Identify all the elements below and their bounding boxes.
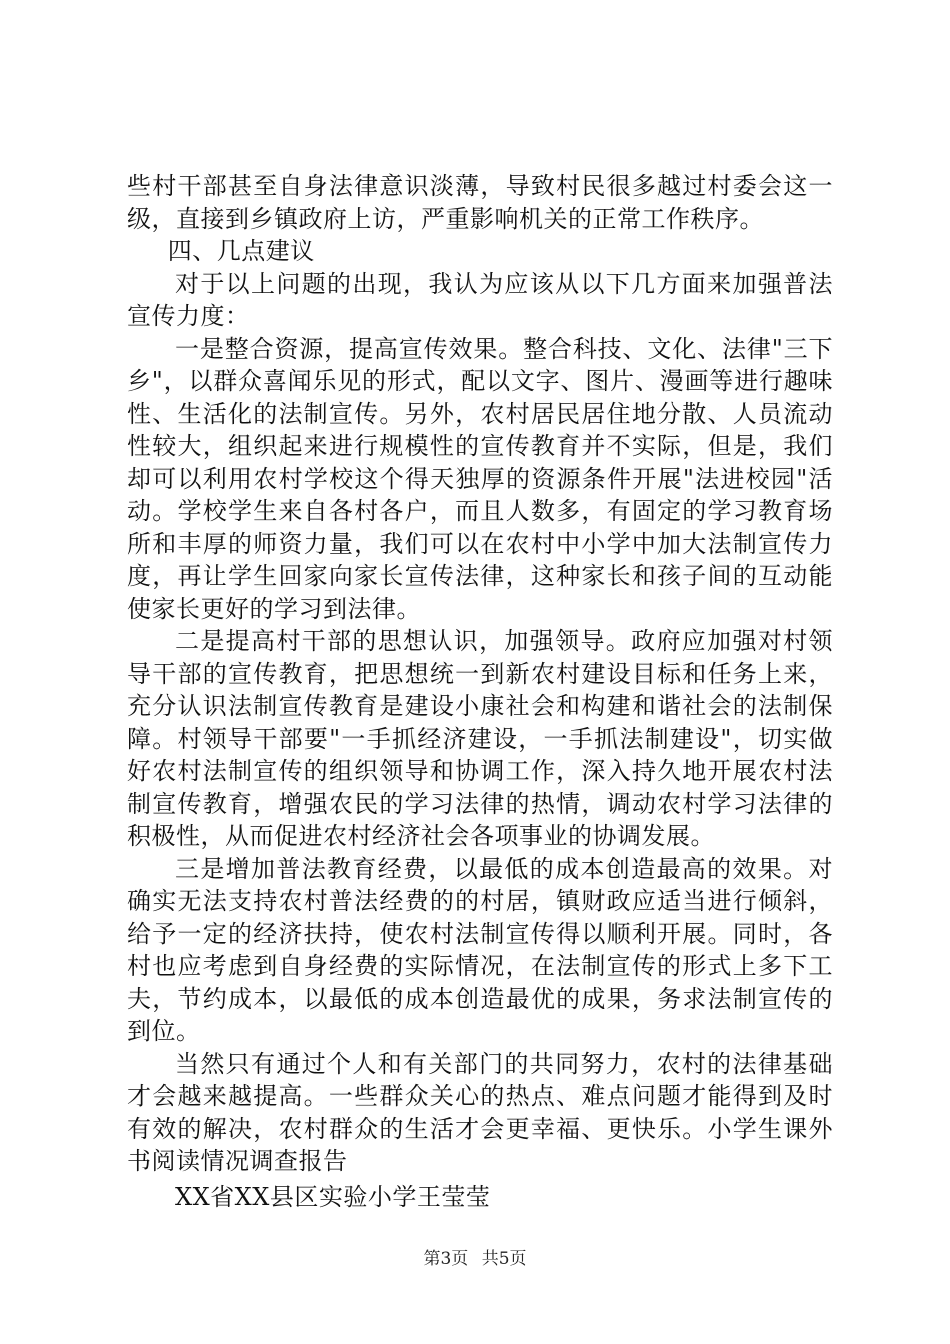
paragraph-continuation: 些村干部甚至自身法律意识淡薄，导致村民很多越过村委会这一级，直接到乡镇政府上访，严重影响机关的正常工作秩序。 bbox=[127, 172, 833, 233]
document-body bbox=[127, 170, 833, 1213]
paragraph-intro: 对于以上问题的出现，我认为应该从以下几方面来加强普法宣传力度： bbox=[127, 269, 833, 330]
paragraph-suggestion-1: 一是整合资源，提高宣传效果。整合科技、文化、法律"三下乡"，以群众喜闻乐见的形式，配以文字、图片、漫画等进行趣味性、生活化的法制宣传。另外，农村居民居住地分散、人员流动性较大，组织起来进行规模性的宣传教育并不实际，但是，我们却可以利用农村学校这个得天独厚的资源条件开展"法进校园"活动。学校学生来自各村各户，而且人数多，有固定的学习教育场所和丰厚的师资力量，我们可以在农村中小学中加大法制宣传力度，再让学生回家向家长宣传法律，这种家长和孩子间的互动能使家长更好的学习到法律。 bbox=[127, 334, 833, 623]
paragraph-suggestion-2: 二是提高村干部的思想认识，加强领导。政府应加强对村领导干部的宣传教育，把思想统一到新农村建设目标和任务上来，充分认识法制宣传教育是建设小康社会和构建和谐社会的法制保障。村领导干部要"一手抓经济建设，一手抓法制建设"，切实做好农村法制宣传的组织领导和协调工作，深入持久地开展农村法制宣传教育，增强农民的学习法律的热情，调动农村学习法律的积极性，从而促进农村经济社会各项事业的协调发展。 bbox=[127, 627, 833, 850]
paragraph-conclusion: 当然只有通过个人和有关部门的共同努力，农村的法律基础才会越来越提高。一些群众关心的热点、难点问题才能得到及时有效的解决，农村群众的生活才会更幸福、更快乐。小学生课外书阅读情况调查报告 bbox=[127, 1049, 833, 1175]
section-heading: 四、几点建议 bbox=[167, 237, 315, 265]
author-line: XX省XX县区实验小学王莹莹 bbox=[175, 1182, 491, 1211]
page-footer bbox=[0, 1244, 950, 1269]
paragraph-suggestion-3: 三是增加普法教育经费，以最低的成本创造最高的效果。对确实无法支持农村普法经费的的村居，镇财政应适当进行倾斜，给予一定的经济扶持，使农村法制宣传得以顺利开展。同时，各村也应考虑到自身经费的实际情况，在法制宣传的形式上多下工夫，节约成本，以最低的成本创造最优的成果，务求法制宣传的到位。 bbox=[127, 854, 833, 1045]
page-total: 共5页 bbox=[481, 1249, 527, 1269]
page-number: 第3页 bbox=[423, 1249, 469, 1269]
